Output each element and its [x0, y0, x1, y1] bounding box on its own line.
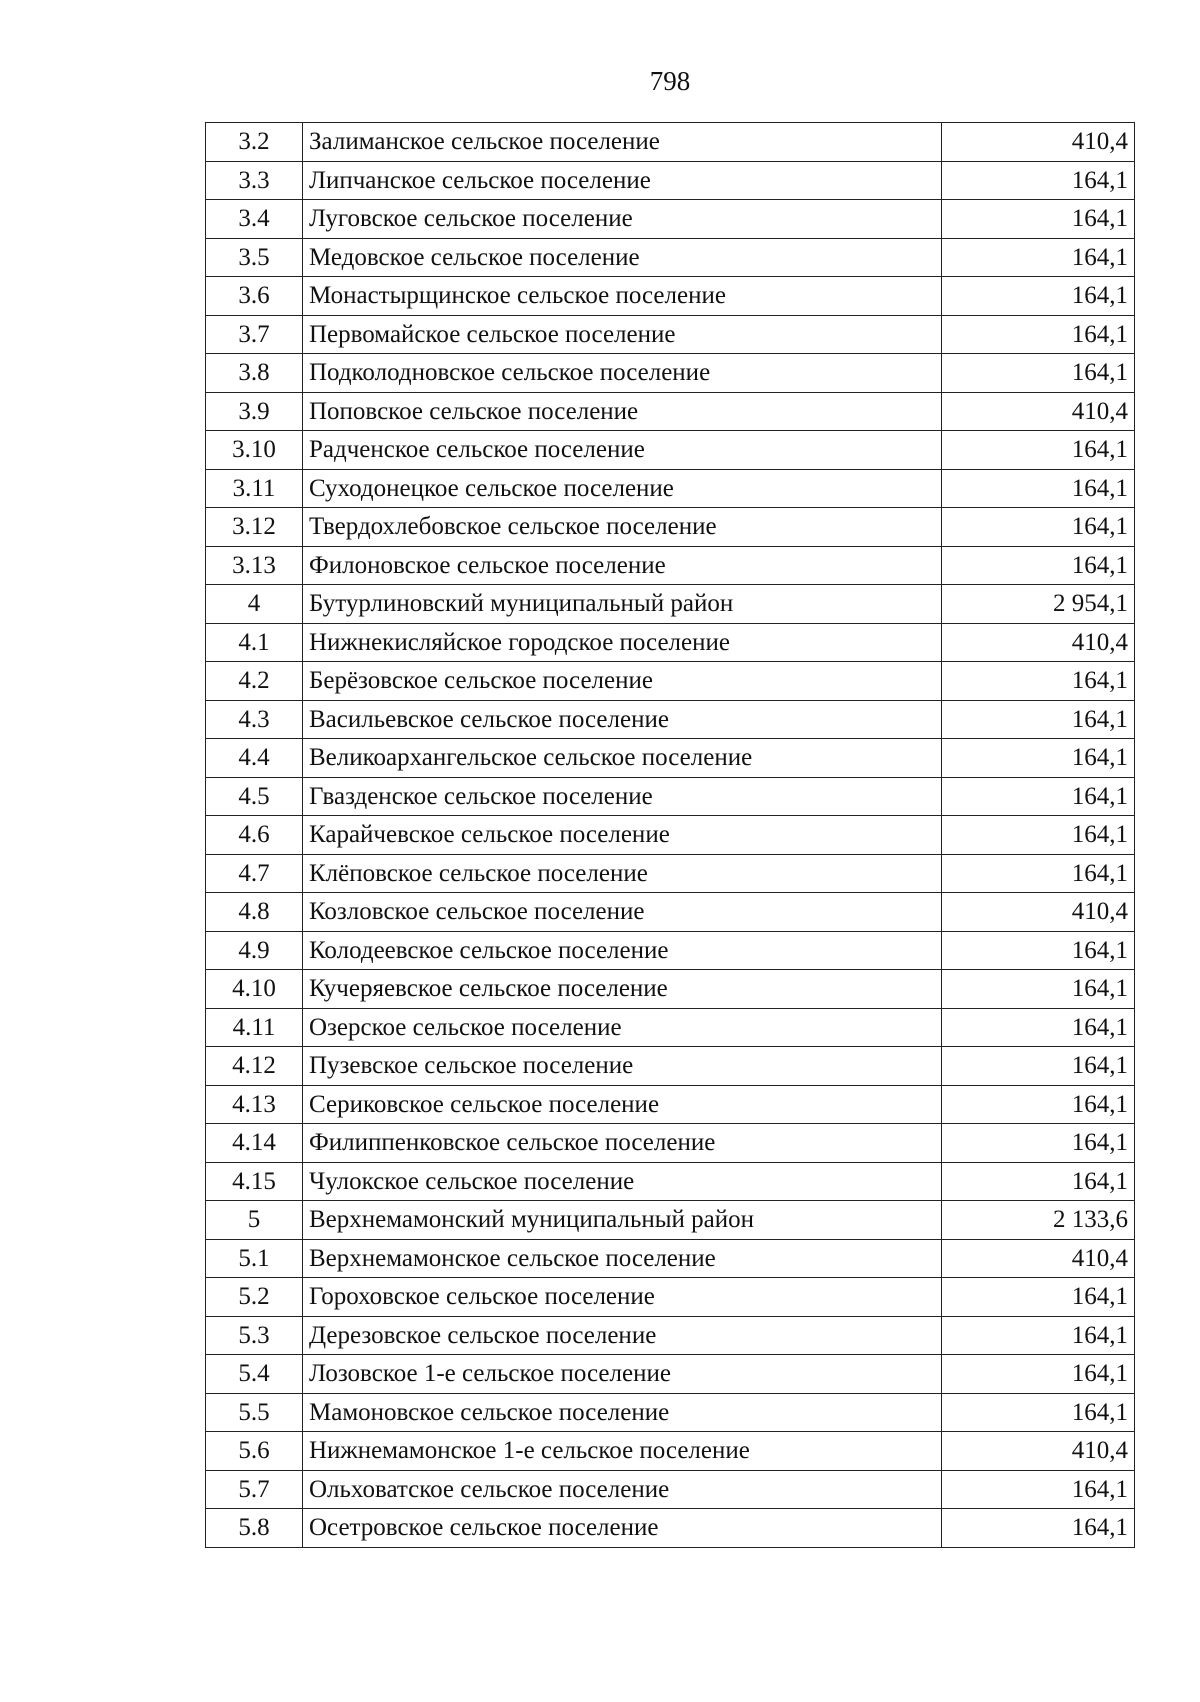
row-number-cell: 4.3: [206, 700, 303, 739]
row-number-cell: 4.13: [206, 1085, 303, 1124]
municipality-name-cell: Мамоновское сельское поселение: [303, 1393, 942, 1432]
amount-cell: 164,1: [942, 1316, 1135, 1355]
amount-cell: 164,1: [942, 546, 1135, 585]
table-row: [206, 277, 1135, 316]
table-row: [206, 1201, 1135, 1240]
municipality-name-cell: Радченское сельское поселение: [303, 431, 942, 470]
table-row: [206, 1316, 1135, 1355]
table-row: [206, 1085, 1135, 1124]
row-number-cell: 3.7: [206, 315, 303, 354]
table-row: [206, 700, 1135, 739]
table-row: [206, 1355, 1135, 1394]
municipality-name-cell: Васильевское сельское поселение: [303, 700, 942, 739]
municipality-name-cell: Липчанское сельское поселение: [303, 161, 942, 200]
row-number-cell: 5: [206, 1201, 303, 1240]
table-row: [206, 739, 1135, 778]
row-number-cell: 3.6: [206, 277, 303, 316]
municipality-name-cell: Нижнемамонское 1-е сельское поселение: [303, 1432, 942, 1471]
row-number-cell: 5.2: [206, 1278, 303, 1317]
table-row: [206, 1432, 1135, 1471]
row-number-cell: 4.4: [206, 739, 303, 778]
municipality-name-cell: Монастырщинское сельское поселение: [303, 277, 942, 316]
municipality-name-cell: Подколодновское сельское поселение: [303, 354, 942, 393]
row-number-cell: 4.1: [206, 623, 303, 662]
amount-cell: 164,1: [942, 1047, 1135, 1086]
amount-cell: 2 133,6: [942, 1201, 1135, 1240]
row-number-cell: 3.2: [206, 123, 303, 162]
amount-cell: 164,1: [942, 739, 1135, 778]
amount-cell: 164,1: [942, 777, 1135, 816]
amount-cell: 164,1: [942, 1085, 1135, 1124]
municipality-name-cell: Бутурлиновский муниципальный район: [303, 585, 942, 624]
row-number-cell: 5.5: [206, 1393, 303, 1432]
page-number: 798: [649, 66, 691, 96]
municipality-name-cell: Суходонецкое сельское поселение: [303, 469, 942, 508]
municipality-name-cell: Кучеряевское сельское поселение: [303, 970, 942, 1009]
row-number-cell: 4.8: [206, 893, 303, 932]
table-row: [206, 469, 1135, 508]
municipality-name-cell: Берёзовское сельское поселение: [303, 662, 942, 701]
row-number-cell: 4.11: [206, 1008, 303, 1047]
table-row: [206, 854, 1135, 893]
table-row: [206, 1008, 1135, 1047]
amount-cell: 164,1: [942, 315, 1135, 354]
municipality-name-cell: Колодеевское сельское поселение: [303, 931, 942, 970]
row-number-cell: 3.3: [206, 161, 303, 200]
table-row: [206, 1047, 1135, 1086]
row-number-cell: 4.14: [206, 1124, 303, 1163]
amount-cell: 410,4: [942, 893, 1135, 932]
municipality-name-cell: Дерезовское сельское поселение: [303, 1316, 942, 1355]
amount-cell: 164,1: [942, 200, 1135, 239]
row-number-cell: 4.9: [206, 931, 303, 970]
amount-cell: 410,4: [942, 1239, 1135, 1278]
municipality-name-cell: Озерское сельское поселение: [303, 1008, 942, 1047]
amount-cell: 164,1: [942, 662, 1135, 701]
table-row: [206, 200, 1135, 239]
amount-cell: 164,1: [942, 1124, 1135, 1163]
table-row: [206, 970, 1135, 1009]
amount-cell: 164,1: [942, 1278, 1135, 1317]
municipality-name-cell: Клёповское сельское поселение: [303, 854, 942, 893]
municipality-name-cell: Медовское сельское поселение: [303, 238, 942, 277]
amount-cell: 164,1: [942, 431, 1135, 470]
amount-cell: 410,4: [942, 623, 1135, 662]
table-row: [206, 1470, 1135, 1509]
amount-cell: 164,1: [942, 816, 1135, 855]
municipality-name-cell: Сериковское сельское поселение: [303, 1085, 942, 1124]
amount-cell: 164,1: [942, 469, 1135, 508]
municipality-name-cell: Гвазденское сельское поселение: [303, 777, 942, 816]
table-row: [206, 1509, 1135, 1548]
amount-cell: 164,1: [942, 1162, 1135, 1201]
table-row: [206, 662, 1135, 701]
table-row: [206, 777, 1135, 816]
table-row: [206, 431, 1135, 470]
table-row: [206, 1239, 1135, 1278]
municipality-name-cell: Верхнемамонское сельское поселение: [303, 1239, 942, 1278]
amount-cell: 164,1: [942, 1470, 1135, 1509]
municipality-name-cell: Чулокское сельское поселение: [303, 1162, 942, 1201]
table-row: [206, 238, 1135, 277]
municipality-name-cell: Великоархангельское сельское поселение: [303, 739, 942, 778]
municipality-name-cell: Козловское сельское поселение: [303, 893, 942, 932]
table-row: [206, 893, 1135, 932]
amount-cell: 164,1: [942, 1509, 1135, 1548]
amount-cell: 410,4: [942, 392, 1135, 431]
table-row: [206, 816, 1135, 855]
row-number-cell: 4.6: [206, 816, 303, 855]
municipality-name-cell: Твердохлебовское сельское поселение: [303, 508, 942, 547]
municipality-name-cell: Лозовское 1-е сельское поселение: [303, 1355, 942, 1394]
amount-cell: 410,4: [942, 123, 1135, 162]
row-number-cell: 5.4: [206, 1355, 303, 1394]
amount-cell: 164,1: [942, 277, 1135, 316]
row-number-cell: 3.5: [206, 238, 303, 277]
municipality-name-cell: Первомайское сельское поселение: [303, 315, 942, 354]
table-row: [206, 546, 1135, 585]
row-number-cell: 5.3: [206, 1316, 303, 1355]
municipality-name-cell: Луговское сельское поселение: [303, 200, 942, 239]
allocation-table: [205, 122, 1135, 1548]
municipality-name-cell: Нижнекисляйское городское поселение: [303, 623, 942, 662]
row-number-cell: 3.11: [206, 469, 303, 508]
amount-cell: 164,1: [942, 931, 1135, 970]
table-row: [206, 161, 1135, 200]
row-number-cell: 3.9: [206, 392, 303, 431]
row-number-cell: 4: [206, 585, 303, 624]
municipality-name-cell: Гороховское сельское поселение: [303, 1278, 942, 1317]
amount-cell: 164,1: [942, 1393, 1135, 1432]
row-number-cell: 4.12: [206, 1047, 303, 1086]
amount-cell: 164,1: [942, 854, 1135, 893]
amount-cell: 164,1: [942, 508, 1135, 547]
table-row: [206, 931, 1135, 970]
municipality-name-cell: Пузевское сельское поселение: [303, 1047, 942, 1086]
row-number-cell: 4.5: [206, 777, 303, 816]
amount-cell: 410,4: [942, 1432, 1135, 1471]
amount-cell: 164,1: [942, 700, 1135, 739]
table-row: [206, 354, 1135, 393]
row-number-cell: 5.1: [206, 1239, 303, 1278]
row-number-cell: 3.4: [206, 200, 303, 239]
amount-cell: 164,1: [942, 238, 1135, 277]
table-row: [206, 392, 1135, 431]
row-number-cell: 3.10: [206, 431, 303, 470]
table-row: [206, 1278, 1135, 1317]
municipality-name-cell: Филоновское сельское поселение: [303, 546, 942, 585]
table-row: [206, 508, 1135, 547]
table-row: [206, 1393, 1135, 1432]
row-number-cell: 4.10: [206, 970, 303, 1009]
row-number-cell: 3.13: [206, 546, 303, 585]
row-number-cell: 5.6: [206, 1432, 303, 1471]
amount-cell: 164,1: [942, 970, 1135, 1009]
row-number-cell: 3.12: [206, 508, 303, 547]
row-number-cell: 5.8: [206, 1509, 303, 1548]
municipality-name-cell: Залиманское сельское поселение: [303, 123, 942, 162]
amount-cell: 164,1: [942, 1355, 1135, 1394]
table-body: [206, 123, 1135, 1548]
row-number-cell: 4.7: [206, 854, 303, 893]
amount-cell: 164,1: [942, 1008, 1135, 1047]
table-row: [206, 1162, 1135, 1201]
municipality-name-cell: Ольховатское сельское поселение: [303, 1470, 942, 1509]
table-row: [206, 623, 1135, 662]
row-number-cell: 3.8: [206, 354, 303, 393]
amount-cell: 164,1: [942, 161, 1135, 200]
amount-cell: 164,1: [942, 354, 1135, 393]
municipality-name-cell: Поповское сельское поселение: [303, 392, 942, 431]
municipality-name-cell: Филиппенковское сельское поселение: [303, 1124, 942, 1163]
row-number-cell: 4.2: [206, 662, 303, 701]
table-row: [206, 1124, 1135, 1163]
table-row: [206, 315, 1135, 354]
municipality-name-cell: Верхнемамонский муниципальный район: [303, 1201, 942, 1240]
amount-cell: 2 954,1: [942, 585, 1135, 624]
municipality-name-cell: Осетровское сельское поселение: [303, 1509, 942, 1548]
municipality-name-cell: Карайчевское сельское поселение: [303, 816, 942, 855]
table-row: [206, 585, 1135, 624]
row-number-cell: 5.7: [206, 1470, 303, 1509]
row-number-cell: 4.15: [206, 1162, 303, 1201]
table-row: [206, 123, 1135, 162]
